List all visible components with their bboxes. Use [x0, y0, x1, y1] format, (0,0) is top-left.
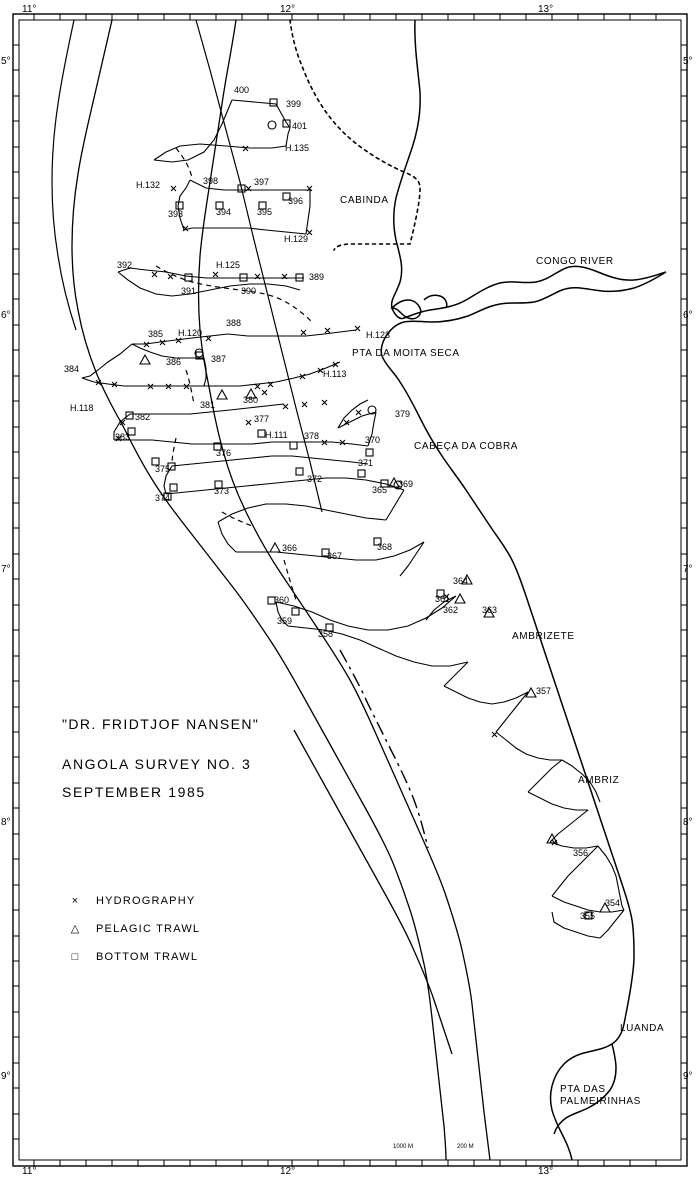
station-label-h135: H.135	[285, 143, 310, 153]
station-label-373: 373	[214, 486, 230, 496]
lon-tick-bottom-11: 11°	[22, 1166, 37, 1177]
station-label-380: 380	[243, 395, 259, 405]
station-label-381: 381	[200, 400, 216, 410]
station-label-401: 401	[292, 121, 308, 131]
station-label-361: 361	[435, 594, 451, 604]
station-label-398: 398	[203, 176, 219, 186]
station-label-394: 394	[216, 207, 232, 217]
frame-ticks	[13, 14, 687, 1166]
lat-tick-left-5: 5°	[1, 56, 11, 67]
station-label-h118: H.118	[70, 403, 94, 413]
lat-tick-right-5: 5°	[683, 56, 693, 67]
square-icon: □	[71, 950, 79, 963]
station-label-360: 360	[274, 595, 290, 605]
station-label-375: 375	[155, 464, 171, 474]
survey-track-north	[82, 100, 356, 386]
station-label-399: 399	[286, 99, 302, 109]
legend-pelagic-trawl-label: PELAGIC TRAWL	[96, 923, 201, 935]
place-label-luanda: LUANDA	[620, 1023, 665, 1034]
station-label-366: 366	[282, 543, 298, 553]
station-label-387: 387	[211, 354, 227, 364]
legend-hydrography	[62, 890, 200, 912]
depth-contour-outer	[52, 20, 76, 330]
survey-name: ANGOLA SURVEY NO. 3	[62, 756, 252, 772]
station-label-h113: H.113	[323, 369, 347, 379]
station-label-392: 392	[117, 260, 133, 270]
station-label-369: 369	[398, 479, 414, 489]
place-label-ambrizete: AMBRIZETE	[512, 631, 575, 642]
station-label-h125: H.125	[216, 260, 241, 270]
station-label-354: 354	[605, 898, 621, 908]
legend	[62, 890, 200, 974]
station-label-393: 393	[168, 209, 184, 219]
legend-hydrography-label: HYDROGRAPHY	[96, 895, 196, 907]
station-label-390: 390	[241, 286, 257, 296]
lat-tick-left-9: 9°	[1, 1071, 11, 1082]
map-inner-frame	[19, 20, 681, 1160]
lon-tick-top-13: 13°	[538, 4, 554, 15]
legend-bottom-trawl	[62, 946, 200, 968]
place-label-cabeca-da-cobra: CABEÇA DA COBRA	[414, 441, 519, 452]
station-label-h132: H.132	[136, 180, 161, 190]
station-label-371: 371	[358, 458, 374, 468]
lat-tick-right-8: 8°	[683, 817, 693, 828]
place-label-pta-da-moita-seca: PTA DA MOITA SECA	[352, 348, 460, 359]
station-label-368: 368	[377, 542, 393, 552]
station-label-363: 363	[482, 605, 498, 615]
lat-tick-right-9: 9°	[683, 1071, 693, 1082]
station-label-396: 396	[288, 196, 304, 206]
title-block	[62, 716, 362, 812]
station-label-362: 362	[443, 605, 459, 615]
station-label-384: 384	[64, 364, 80, 374]
station-label-370: 370	[365, 435, 381, 445]
station-label-364: 364	[453, 576, 469, 586]
depth-label-1000m: 1000 M	[393, 1144, 414, 1150]
station-label-h120: H.120	[178, 328, 203, 338]
depth-label-200m: 200 M	[457, 1144, 474, 1150]
lon-tick-top-12: 12°	[280, 4, 296, 15]
lat-tick-right-6: 6°	[683, 310, 693, 321]
station-label-386: 386	[166, 357, 182, 367]
station-label-355: 355	[580, 911, 596, 921]
station-label-397: 397	[254, 177, 270, 187]
station-label-358: 358	[318, 629, 334, 639]
place-label-ambriz: AMBRIZ	[578, 775, 620, 786]
triangle-icon: △	[70, 922, 80, 935]
station-label-365: 365	[372, 485, 388, 495]
station-label-376: 376	[216, 448, 232, 458]
station-label-391: 391	[181, 286, 197, 296]
coastline	[381, 20, 666, 1160]
station-label-h129: H.129	[284, 234, 309, 244]
station-label-385: 385	[148, 329, 164, 339]
station-label-359: 359	[277, 616, 293, 626]
survey-vessel-name: "DR. FRIDTJOF NANSEN"	[62, 716, 260, 732]
map-frame	[13, 14, 687, 1166]
survey-date: SEPTEMBER 1985	[62, 784, 206, 800]
station-label-400: 400	[234, 85, 250, 95]
lon-tick-top-11: 11°	[22, 4, 37, 15]
station-label-395: 395	[257, 207, 273, 217]
station-label-389: 389	[309, 272, 325, 282]
lon-tick-bottom-12: 12°	[280, 1166, 296, 1177]
station-label-372: 372	[307, 474, 323, 484]
legend-pelagic-trawl	[62, 918, 200, 940]
station-label-379: 379	[395, 409, 411, 419]
station-label-367: 367	[327, 551, 343, 561]
station-label-374: 374	[155, 493, 171, 503]
legend-bottom-trawl-label: BOTTOM TRAWL	[96, 951, 199, 963]
station-circles	[195, 121, 402, 489]
place-label-palmeirinhas: PALMEIRINHAS	[560, 1096, 641, 1107]
place-label-pta-das: PTA DAS	[560, 1084, 606, 1095]
station-label-h111: H.111	[265, 430, 288, 440]
place-label-cabinda: CABINDA	[340, 195, 389, 206]
place-label-congo-river: CONGO RIVER	[536, 256, 614, 267]
station-label-382: 382	[135, 412, 151, 422]
lat-tick-left-8: 8°	[1, 817, 11, 828]
lat-tick-right-7: 7°	[683, 564, 693, 575]
cross-icon: ×	[71, 894, 79, 907]
station-label-h123: H.123	[366, 330, 391, 340]
station-label-383: 383	[115, 432, 131, 442]
station-label-388: 388	[226, 318, 242, 328]
cabinda-border	[290, 20, 420, 250]
station-label-378: 378	[304, 431, 320, 441]
station-label-377: 377	[254, 414, 270, 424]
depth-contour-1000m	[72, 20, 446, 1160]
lon-tick-bottom-13: 13°	[538, 1166, 554, 1177]
lat-tick-left-6: 6°	[1, 310, 11, 321]
lat-tick-left-7: 7°	[1, 564, 11, 575]
station-label-356: 356	[573, 848, 589, 858]
station-label-357: 357	[536, 686, 552, 696]
